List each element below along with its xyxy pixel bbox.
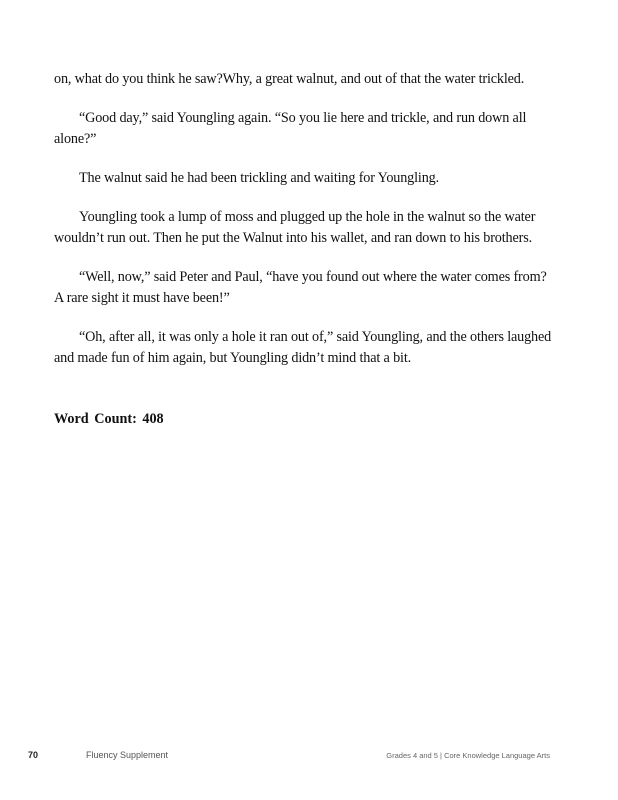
page-number: 70 bbox=[28, 750, 39, 760]
footer-title: Fluency Supplement bbox=[86, 750, 169, 760]
paragraph: “Good day,” said Youngling again. “So you lie here and trickle, and run down all alone?” bbox=[54, 110, 527, 147]
paragraph: “Well, now,” said Peter and Paul, “have you found out where the water comes from? A rare sight it must have been!” bbox=[54, 269, 547, 306]
paragraph: on, what do you think he saw?Why, a great walnut, and out of that the water trickled. bbox=[54, 71, 525, 87]
paragraph: “Oh, after all, it was only a hole it ran out of,” said Youngling, and the others laughed and made fun of him again, but Youngling didn’t mind that a bit. bbox=[54, 329, 552, 366]
story-text bbox=[54, 69, 554, 387]
paragraph: Youngling took a lump of moss and plugged up the hole in the walnut so the water wouldn’t run out. Then he put the Walnut into his wallet, and ran down to his brothers. bbox=[54, 209, 536, 246]
page-footer bbox=[28, 750, 550, 760]
footer-series-label: Grades 4 and 5 | Core Knowledge Language Arts bbox=[386, 750, 550, 760]
paragraph: The walnut said he had been trickling and waiting for Youngling. bbox=[79, 170, 439, 186]
word-count: Word Count: 408 bbox=[54, 411, 164, 427]
